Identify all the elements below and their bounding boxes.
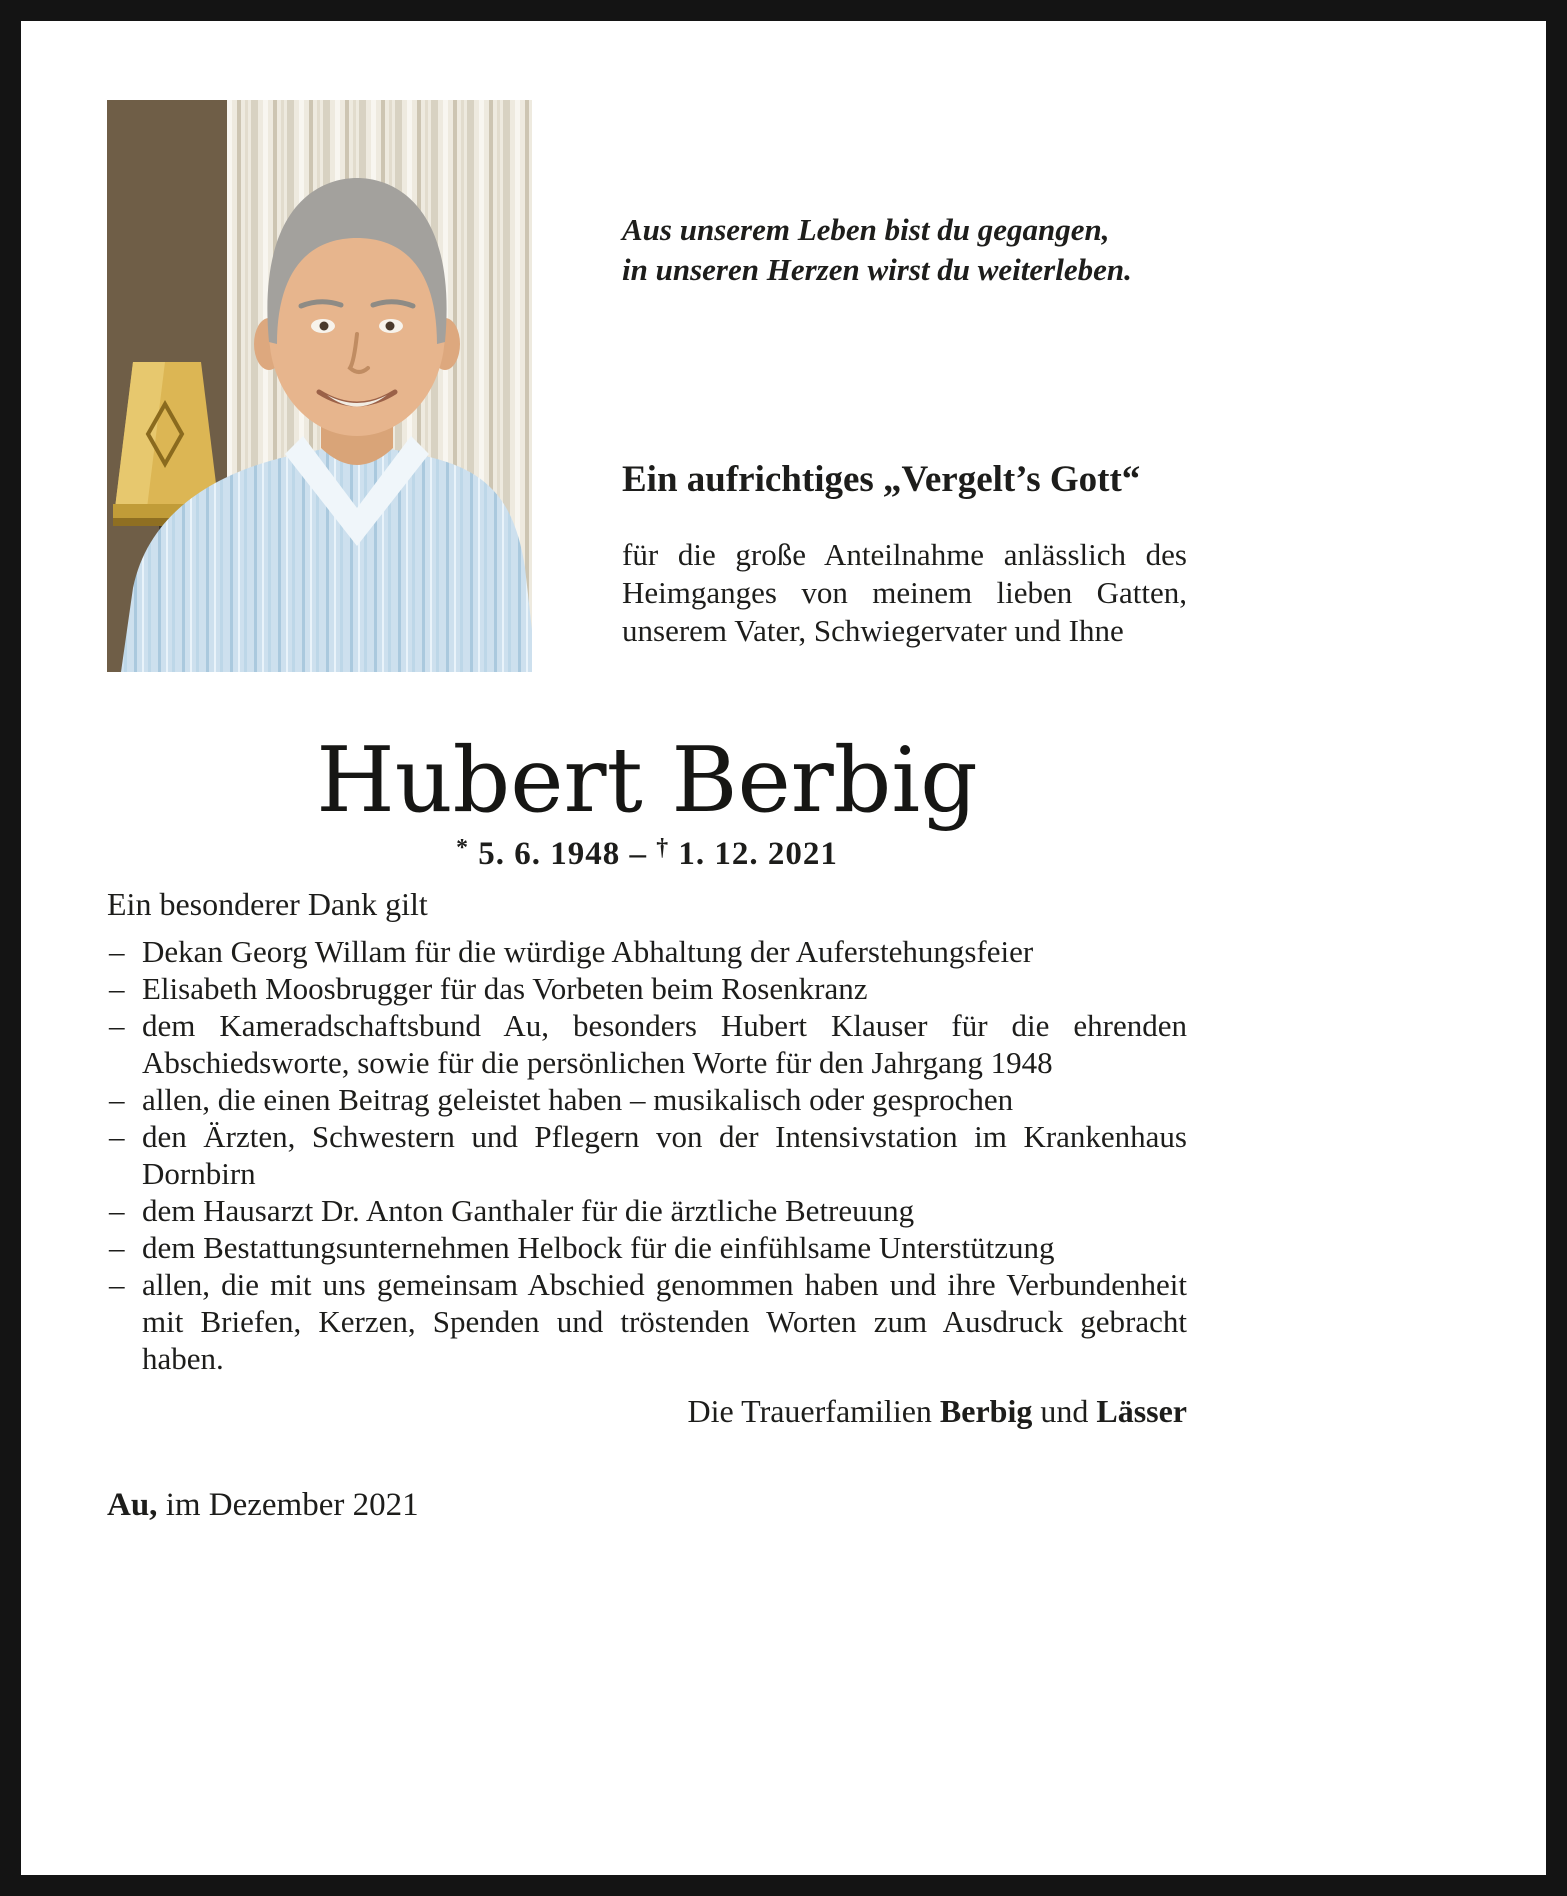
deceased-name-block <box>107 728 1187 873</box>
thanks-item <box>107 933 1187 970</box>
thanks-item-text: Dekan Georg Willam für die würdige Abhaltung der Auferstehungsfeier <box>142 934 1034 969</box>
memorial-quote <box>622 210 1132 290</box>
closing-line <box>107 1393 1187 1430</box>
thanks-item-text: allen, die mit uns gemeinsam Abschied genommen haben und ihre Verbundenheit mit Briefen, Kerzen, Spenden und tröstenden Worten zum Ausdruck gebracht haben. <box>142 1267 1187 1376</box>
portrait-photo <box>107 100 532 672</box>
obituary-card <box>21 21 1546 1875</box>
thanks-list <box>107 933 1187 1377</box>
place-date-line <box>107 1487 419 1524</box>
deceased-name: Hubert Berbig <box>316 728 978 833</box>
list-dash: – <box>109 1119 125 1154</box>
list-dash: – <box>109 1230 125 1265</box>
thanks-item <box>107 1081 1187 1118</box>
family-name-laesser: Lässer <box>1096 1393 1187 1429</box>
death-date: 1. 12. 2021 <box>678 836 838 872</box>
thanks-item-text: allen, die einen Beitrag geleistet haben – musikalisch oder gesprochen <box>142 1082 1014 1117</box>
closing-connector: und <box>1040 1393 1089 1429</box>
list-dash: – <box>109 1008 125 1043</box>
thanks-item-text: den Ärzten, Schwestern und Pflegern von der Intensivstation im Krankenhaus Dornbirn <box>142 1119 1187 1191</box>
thanks-heading: Ein besonderer Dank gilt <box>107 886 428 922</box>
thanks-item <box>107 970 1187 1007</box>
thanks-item-text: dem Hausarzt Dr. Anton Ganthaler für die ärztliche Betreuung <box>142 1193 915 1228</box>
list-dash: – <box>109 971 125 1006</box>
thanks-item <box>107 1118 1187 1192</box>
thanks-item-text: dem Bestattungsunternehmen Helbock für die einfühlsame Unterstützung <box>142 1230 1055 1265</box>
list-dash: – <box>109 934 125 969</box>
date-label: im Dezember 2021 <box>165 1487 419 1523</box>
place-label: Au, <box>107 1487 158 1523</box>
portrait-photo-art <box>107 100 532 672</box>
thanks-item-text: dem Kameradschaftsbund Au, besonders Hubert Klauser für die ehrenden Abschiedsworte, sowie für die persönlichen Worte für den Jahrgang 1948 <box>142 1008 1187 1080</box>
acknowledgement-heading: Ein aufrichtiges „Vergelt’s Gott“ <box>622 459 1141 500</box>
thanks-item-text: Elisabeth Moosbrugger für das Vorbeten beim Rosenkranz <box>142 971 868 1006</box>
thanks-item <box>107 1007 1187 1081</box>
death-symbol: † <box>656 835 670 861</box>
thanks-item <box>107 1266 1187 1377</box>
closing-prefix: Die Trauerfamilien <box>687 1393 932 1429</box>
family-name-berbig: Berbig <box>939 1393 1033 1429</box>
thanks-item <box>107 1229 1187 1266</box>
life-dates <box>107 835 1187 873</box>
list-dash: – <box>109 1267 125 1302</box>
birth-date: 5. 6. 1948 <box>478 836 621 872</box>
thanks-item <box>107 1192 1187 1229</box>
dates-separator: – <box>629 836 647 872</box>
acknowledgement-body: für die große Anteilnahme anlässlich des Heimganges von meinem lieben Gatten, unserem Vater, Schwiegervater und Ihne <box>622 537 1187 648</box>
quote-line-1: Aus unserem Leben bist du gegangen, <box>622 212 1110 247</box>
list-dash: – <box>109 1082 125 1117</box>
birth-symbol: * <box>456 835 469 861</box>
quote-line-2: in unseren Herzen wirst du weiterleben. <box>622 252 1132 287</box>
list-dash: – <box>109 1193 125 1228</box>
